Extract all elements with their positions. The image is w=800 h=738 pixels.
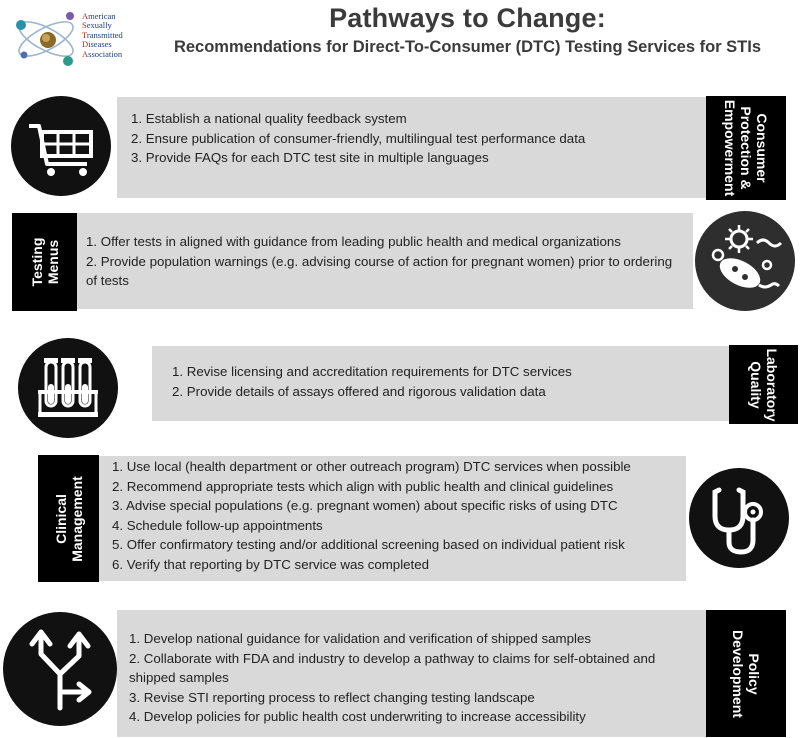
list-item: 6. Verify that reporting by DTC service was completed <box>112 556 430 572</box>
clinical-management-panel <box>98 456 686 581</box>
list-item: 1. Offer tests in aligned with guidance from leading public health and medical organizations <box>86 234 621 249</box>
list-item: 1. Develop national guidance for validation and verification of shipped samples <box>129 631 591 646</box>
stethoscope-icon <box>689 468 789 568</box>
clinical-management-label: Clinical Management <box>52 475 85 562</box>
list-item: 4. Develop policies for public health cost underwriting to increase accessibility <box>129 709 586 724</box>
list-item: 1. Use local (health department or other outreach program) DTC services when possible <box>112 459 631 474</box>
shopping-cart-icon <box>11 96 111 196</box>
list-item: 3. Provide FAQs for each DTC test site in multiple languages <box>131 150 489 165</box>
list-item: 3. Advise special populations (e.g. pregnant women) about specific risks of using DTC <box>112 498 618 513</box>
diverging-arrows-icon <box>3 612 117 726</box>
list-item: 2. Recommend appropriate tests which align with public health and clinical guidelines <box>112 478 614 494</box>
logo-wordmark: American Sexually Transmitted Diseases Association <box>82 11 123 59</box>
list-item: 1. Establish a national quality feedback system <box>131 111 407 126</box>
consumer-protection-tab <box>706 96 786 200</box>
policy-development-tab <box>706 610 786 737</box>
policy-development-panel <box>117 610 707 737</box>
list-item: 3. Revise STI reporting process to reflect changing testing landscape <box>129 689 535 705</box>
list-item: 2. Provide population warnings (e.g. advising course of action for pregnant women) prior to ordering of tests <box>86 253 673 288</box>
laboratory-quality-panel <box>152 346 730 421</box>
testing-menus-panel <box>76 213 693 309</box>
list-item: 5. Offer confirmatory testing and/or additional screening based on individual patient risk <box>112 537 625 552</box>
list-item: 4. Schedule follow-up appointments <box>112 517 323 533</box>
policy-development-label: Policy Development <box>730 629 762 718</box>
clinical-management-tab <box>38 455 99 582</box>
list-item: 1. Revise licensing and accreditation requirements for DTC services <box>172 364 572 379</box>
page-title: Pathways to Change: <box>329 3 606 33</box>
testing-menus-label: Testing Menus <box>28 237 61 287</box>
consumer-protection-label: Consumer Protection & Empowerment <box>722 99 770 197</box>
page-subtitle: Recommendations for Direct-To-Consumer (DTC) Testing Services for STIs <box>173 38 762 56</box>
consumer-protection-panel <box>117 97 707 198</box>
microbes-icon <box>695 211 795 311</box>
testing-menus-tab <box>12 213 77 311</box>
list-item: 2. Collaborate with FDA and industry to develop a pathway to claims for self-obtained and shipped samples <box>129 650 656 685</box>
list-item: 2. Ensure publication of consumer-friendly, multilingual test performance data <box>131 130 586 146</box>
atom-logo-icon <box>8 6 88 68</box>
list-item: 2. Provide details of assays offered and rigorous validation data <box>172 383 546 399</box>
laboratory-quality-label: Laboratory Quality <box>747 347 780 422</box>
test-tubes-icon <box>18 338 118 438</box>
laboratory-quality-tab <box>729 345 798 424</box>
